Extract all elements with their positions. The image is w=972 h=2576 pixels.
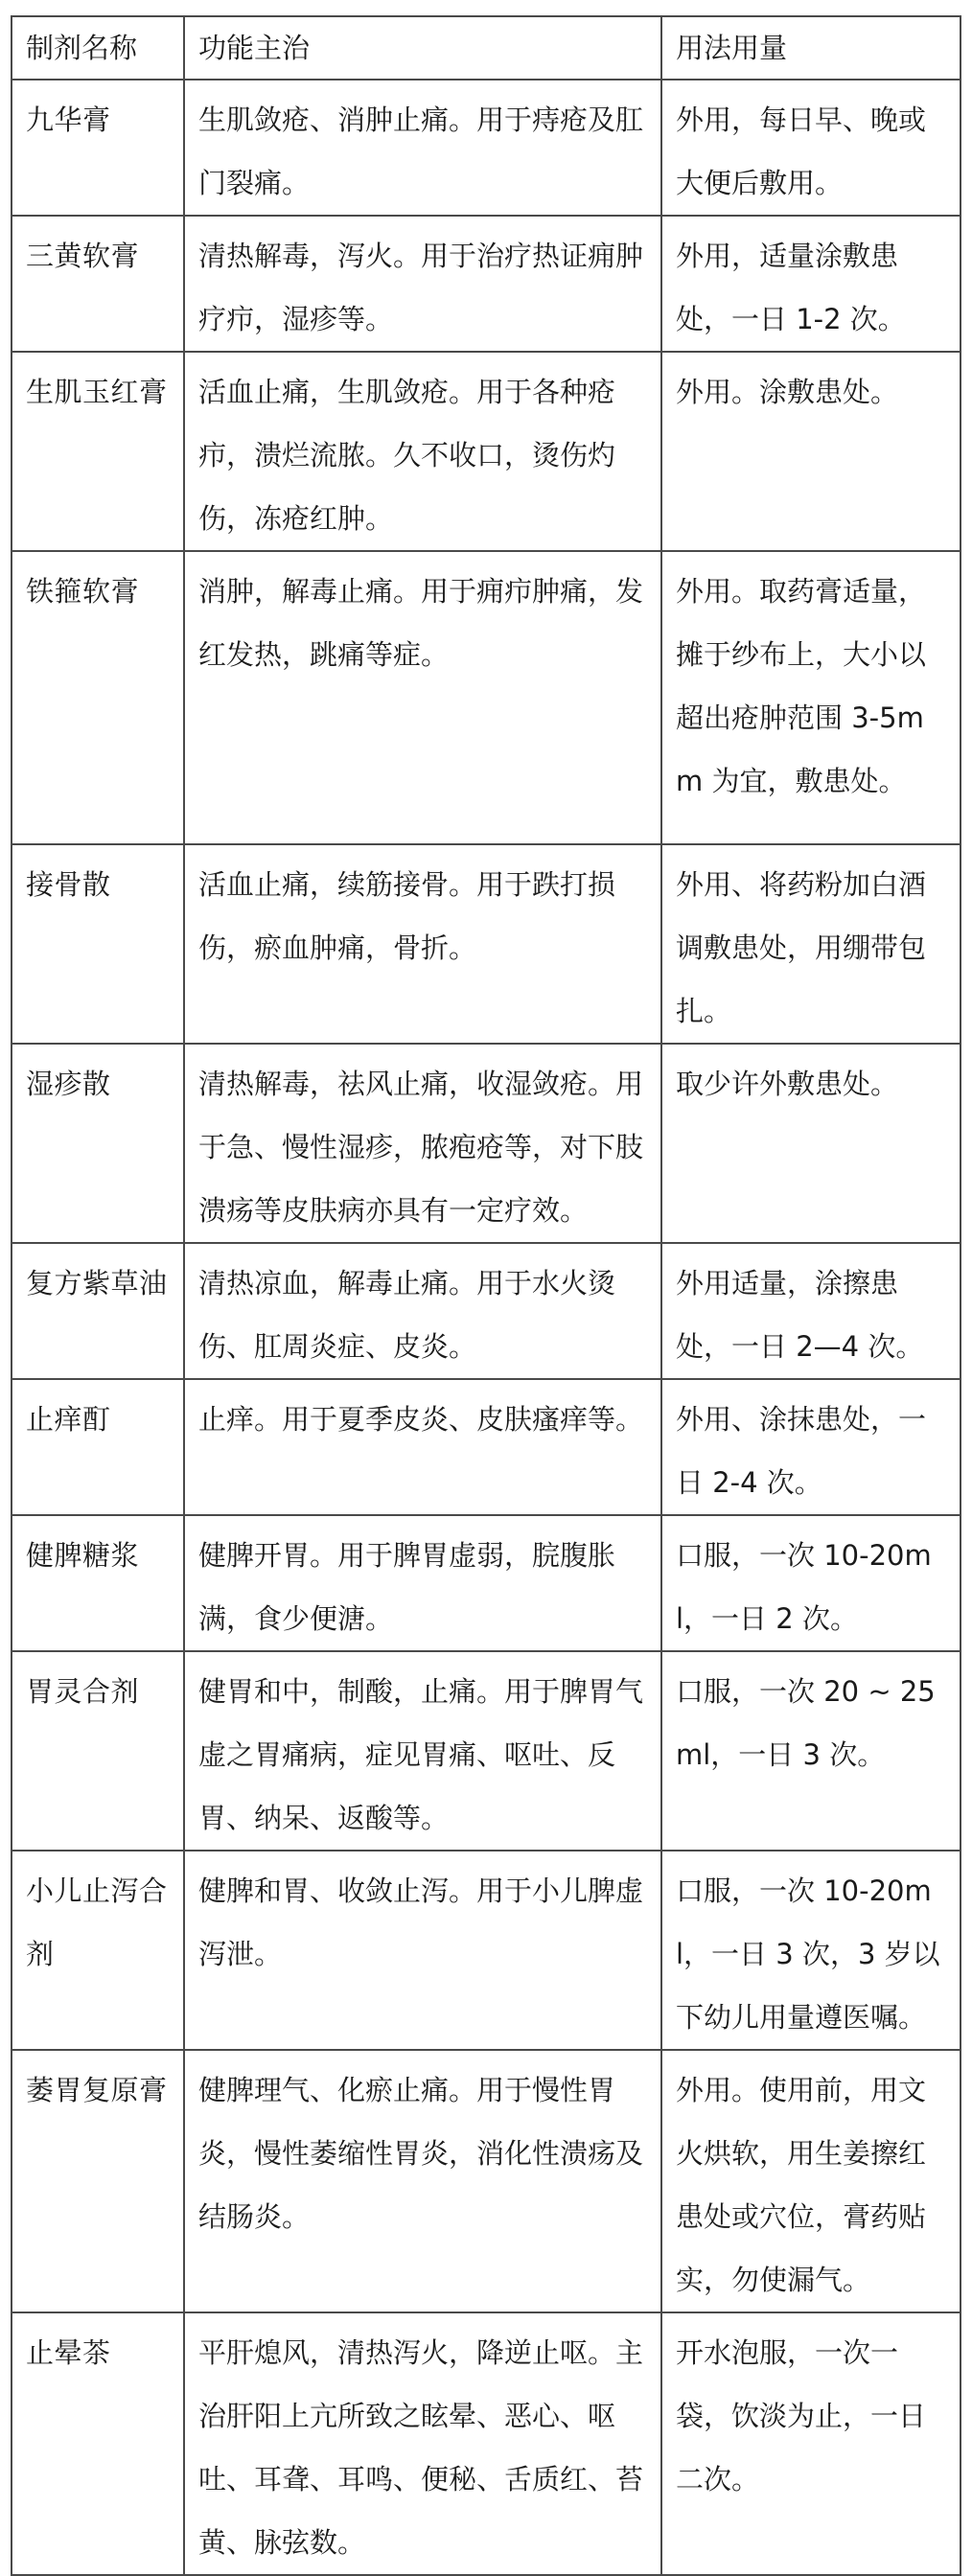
cell-name: 健脾糖浆 (12, 1515, 184, 1651)
header-usage: 用法用量 (661, 16, 960, 80)
cell-function: 健脾开胃。用于脾胃虚弱，脘腹胀满，食少便溏。 (184, 1515, 661, 1651)
cell-name: 萎胃复原膏 (12, 2050, 184, 2312)
cell-usage: 取少许外敷患处。 (661, 1044, 960, 1243)
cell-function: 清热解毒，泻火。用于治疗热证痈肿疗疖，湿疹等。 (184, 216, 661, 352)
cell-usage: 外用，适量涂敷患处，一日 1-2 次。 (661, 216, 960, 352)
cell-usage: 外用、涂抹患处，一日 2-4 次。 (661, 1379, 960, 1515)
cell-function: 活血止痛，续筋接骨。用于跌打损伤，瘀血肿痛，骨折。 (184, 844, 661, 1044)
cell-usage: 口服，一次 10-20ml，一日 3 次，3 岁以下幼儿用量遵医嘱。 (661, 1851, 960, 2050)
cell-name: 湿疹散 (12, 1044, 184, 1243)
cell-usage: 开水泡服，一次一袋，饮淡为止，一日二次。 (661, 2312, 960, 2575)
header-name: 制剂名称 (12, 16, 184, 80)
cell-usage: 口服，一次 10-20ml，一日 2 次。 (661, 1515, 960, 1651)
cell-function: 健脾理气、化瘀止痛。用于慢性胃炎，慢性萎缩性胃炎，消化性溃疡及结肠炎。 (184, 2050, 661, 2312)
table-header-row (12, 16, 960, 80)
cell-name: 止晕茶 (12, 2312, 184, 2575)
table-row (12, 551, 960, 844)
cell-name: 小儿止泻合剂 (12, 1851, 184, 2050)
cell-function: 健脾和胃、收敛止泻。用于小儿脾虚泻泄。 (184, 1851, 661, 2050)
header-function: 功能主治 (184, 16, 661, 80)
cell-function: 消肿，解毒止痛。用于痈疖肿痛，发红发热，跳痛等症。 (184, 551, 661, 844)
cell-usage: 外用。取药膏适量，摊于纱布上，大小以超出疮肿范围 3-5mm 为宜，敷患处。 (661, 551, 960, 844)
cell-function: 健胃和中，制酸，止痛。用于脾胃气虚之胃痛病，症见胃痛、呕吐、反胃、纳呆、返酸等。 (184, 1651, 661, 1851)
cell-function: 清热凉血，解毒止痛。用于水火烫伤、肛周炎症、皮炎。 (184, 1243, 661, 1379)
cell-name: 铁箍软膏 (12, 551, 184, 844)
cell-function: 平肝熄风，清热泻火，降逆止呕。主治肝阳上亢所致之眩晕、恶心、呕吐、耳聋、耳鸣、便秘、舌质红、苔黄、脉弦数。 (184, 2312, 661, 2575)
table-row (12, 1851, 960, 2050)
table-row (12, 2312, 960, 2575)
table-row (12, 1044, 960, 1243)
preparations-table (11, 15, 961, 2576)
cell-usage: 口服，一次 20 ~ 25ml，一日 3 次。 (661, 1651, 960, 1851)
cell-name: 生肌玉红膏 (12, 352, 184, 551)
cell-function: 活血止痛，生肌敛疮。用于各种疮疖，溃烂流脓。久不收口，烫伤灼伤，冻疮红肿。 (184, 352, 661, 551)
table-row (12, 844, 960, 1044)
cell-name: 接骨散 (12, 844, 184, 1044)
cell-function: 清热解毒，祛风止痛，收湿敛疮。用于急、慢性湿疹，脓疱疮等，对下肢溃疡等皮肤病亦具有一定疗效。 (184, 1044, 661, 1243)
cell-usage: 外用。使用前，用文火烘软，用生姜擦红患处或穴位，膏药贴实，勿使漏气。 (661, 2050, 960, 2312)
cell-usage: 外用，每日早、晚或大便后敷用。 (661, 80, 960, 216)
cell-name: 胃灵合剂 (12, 1651, 184, 1851)
table-row (12, 216, 960, 352)
table-row (12, 2050, 960, 2312)
cell-name: 止痒酊 (12, 1379, 184, 1515)
cell-name: 九华膏 (12, 80, 184, 216)
table-row (12, 1379, 960, 1515)
cell-name: 三黄软膏 (12, 216, 184, 352)
preparations-table-container (11, 15, 960, 2576)
cell-function: 止痒。用于夏季皮炎、皮肤瘙痒等。 (184, 1379, 661, 1515)
table-row (12, 80, 960, 216)
table-row (12, 1243, 960, 1379)
cell-function: 生肌敛疮、消肿止痛。用于痔疮及肛门裂痛。 (184, 80, 661, 216)
cell-name: 复方紫草油 (12, 1243, 184, 1379)
table-row (12, 352, 960, 551)
table-row (12, 1651, 960, 1851)
cell-usage: 外用适量，涂擦患处，一日 2—4 次。 (661, 1243, 960, 1379)
cell-usage: 外用、将药粉加白酒调敷患处，用绷带包扎。 (661, 844, 960, 1044)
table-row (12, 1515, 960, 1651)
cell-usage: 外用。涂敷患处。 (661, 352, 960, 551)
